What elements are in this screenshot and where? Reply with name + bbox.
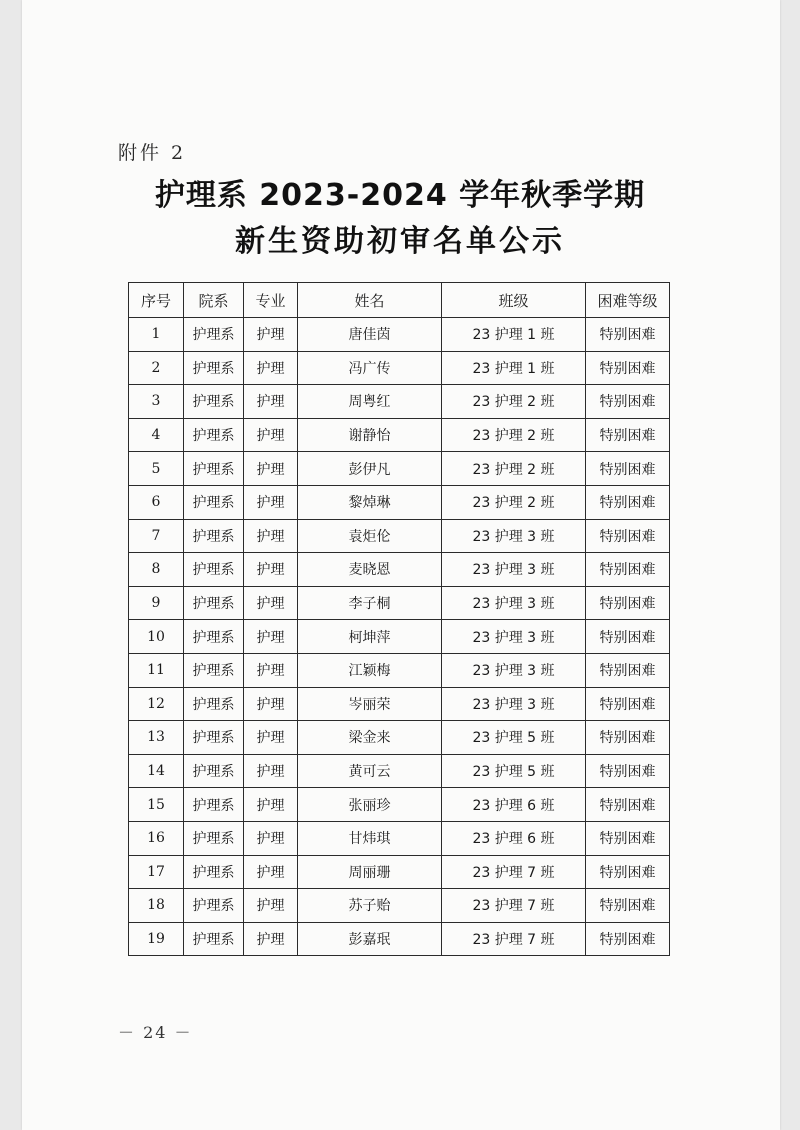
cell-index: 15 bbox=[129, 788, 184, 822]
cell-department: 护理系 bbox=[184, 821, 244, 855]
cell-major: 护理 bbox=[244, 519, 298, 553]
cell-name: 岑丽荣 bbox=[298, 687, 442, 721]
cell-department: 护理系 bbox=[184, 754, 244, 788]
cell-name: 周丽珊 bbox=[298, 855, 442, 889]
cell-major: 护理 bbox=[244, 821, 298, 855]
table-row bbox=[129, 922, 670, 956]
header-department: 院系 bbox=[184, 283, 244, 318]
cell-name: 谢静怡 bbox=[298, 418, 442, 452]
cell-name: 彭嘉珉 bbox=[298, 922, 442, 956]
page-number: － 24 － bbox=[118, 1023, 193, 1042]
cell-name: 黎焯琳 bbox=[298, 485, 442, 519]
cell-index: 6 bbox=[129, 485, 184, 519]
cell-department: 护理系 bbox=[184, 351, 244, 385]
cell-department: 护理系 bbox=[184, 318, 244, 352]
cell-index: 8 bbox=[129, 553, 184, 587]
cell-name: 甘炜琪 bbox=[298, 821, 442, 855]
table-row bbox=[129, 586, 670, 620]
table-row bbox=[129, 553, 670, 587]
cell-name: 唐佳茵 bbox=[298, 318, 442, 352]
cell-class: 23 护理 7 班 bbox=[442, 889, 586, 923]
cell-major: 护理 bbox=[244, 687, 298, 721]
cell-major: 护理 bbox=[244, 351, 298, 385]
cell-major: 护理 bbox=[244, 620, 298, 654]
table-row bbox=[129, 418, 670, 452]
cell-index: 3 bbox=[129, 385, 184, 419]
table-row bbox=[129, 721, 670, 755]
header-index: 序号 bbox=[129, 283, 184, 318]
cell-name: 周粤红 bbox=[298, 385, 442, 419]
document-title-line2: 新生资助初审名单公示 bbox=[235, 224, 565, 259]
attachment-label: 附件 2 bbox=[118, 142, 187, 164]
table-row bbox=[129, 754, 670, 788]
cell-name: 麦晓恩 bbox=[298, 553, 442, 587]
funding-list-table bbox=[128, 282, 670, 956]
cell-difficulty-level: 特别困难 bbox=[586, 653, 670, 687]
table-row bbox=[129, 889, 670, 923]
cell-difficulty-level: 特别困难 bbox=[586, 687, 670, 721]
cell-difficulty-level: 特别困难 bbox=[586, 318, 670, 352]
cell-class: 23 护理 1 班 bbox=[442, 351, 586, 385]
cell-index: 4 bbox=[129, 418, 184, 452]
cell-difficulty-level: 特别困难 bbox=[586, 721, 670, 755]
cell-name: 冯广传 bbox=[298, 351, 442, 385]
cell-index: 1 bbox=[129, 318, 184, 352]
cell-major: 护理 bbox=[244, 418, 298, 452]
cell-department: 护理系 bbox=[184, 687, 244, 721]
cell-difficulty-level: 特别困难 bbox=[586, 889, 670, 923]
header-name: 姓名 bbox=[298, 283, 442, 318]
table-row bbox=[129, 519, 670, 553]
cell-department: 护理系 bbox=[184, 553, 244, 587]
cell-class: 23 护理 3 班 bbox=[442, 620, 586, 654]
cell-difficulty-level: 特别困难 bbox=[586, 620, 670, 654]
table-row bbox=[129, 855, 670, 889]
cell-class: 23 护理 1 班 bbox=[442, 318, 586, 352]
table-row bbox=[129, 653, 670, 687]
cell-difficulty-level: 特别困难 bbox=[586, 586, 670, 620]
cell-class: 23 护理 7 班 bbox=[442, 855, 586, 889]
cell-name: 梁金来 bbox=[298, 721, 442, 755]
cell-name: 彭伊凡 bbox=[298, 452, 442, 486]
cell-index: 16 bbox=[129, 821, 184, 855]
cell-name: 柯坤萍 bbox=[298, 620, 442, 654]
cell-name: 苏子贻 bbox=[298, 889, 442, 923]
cell-department: 护理系 bbox=[184, 418, 244, 452]
cell-index: 9 bbox=[129, 586, 184, 620]
cell-difficulty-level: 特别困难 bbox=[586, 385, 670, 419]
cell-major: 护理 bbox=[244, 485, 298, 519]
cell-major: 护理 bbox=[244, 653, 298, 687]
cell-index: 10 bbox=[129, 620, 184, 654]
cell-name: 张丽珍 bbox=[298, 788, 442, 822]
cell-index: 17 bbox=[129, 855, 184, 889]
table-body bbox=[129, 318, 670, 956]
cell-index: 14 bbox=[129, 754, 184, 788]
cell-major: 护理 bbox=[244, 553, 298, 587]
cell-difficulty-level: 特别困难 bbox=[586, 855, 670, 889]
cell-difficulty-level: 特别困难 bbox=[586, 418, 670, 452]
cell-major: 护理 bbox=[244, 318, 298, 352]
cell-major: 护理 bbox=[244, 788, 298, 822]
cell-difficulty-level: 特别困难 bbox=[586, 485, 670, 519]
cell-class: 23 护理 6 班 bbox=[442, 821, 586, 855]
cell-class: 23 护理 7 班 bbox=[442, 922, 586, 956]
cell-class: 23 护理 3 班 bbox=[442, 653, 586, 687]
cell-difficulty-level: 特别困难 bbox=[586, 922, 670, 956]
cell-major: 护理 bbox=[244, 721, 298, 755]
cell-class: 23 护理 2 班 bbox=[442, 452, 586, 486]
cell-major: 护理 bbox=[244, 855, 298, 889]
cell-difficulty-level: 特别困难 bbox=[586, 788, 670, 822]
table-row bbox=[129, 788, 670, 822]
cell-difficulty-level: 特别困难 bbox=[586, 553, 670, 587]
cell-major: 护理 bbox=[244, 889, 298, 923]
cell-class: 23 护理 6 班 bbox=[442, 788, 586, 822]
cell-department: 护理系 bbox=[184, 385, 244, 419]
cell-department: 护理系 bbox=[184, 452, 244, 486]
cell-name: 李子桐 bbox=[298, 586, 442, 620]
table-row bbox=[129, 385, 670, 419]
cell-index: 18 bbox=[129, 889, 184, 923]
cell-department: 护理系 bbox=[184, 889, 244, 923]
table-row bbox=[129, 687, 670, 721]
table-row bbox=[129, 485, 670, 519]
cell-major: 护理 bbox=[244, 754, 298, 788]
table-header-row bbox=[129, 283, 670, 318]
cell-department: 护理系 bbox=[184, 788, 244, 822]
table-row bbox=[129, 351, 670, 385]
cell-name: 黄可云 bbox=[298, 754, 442, 788]
cell-class: 23 护理 5 班 bbox=[442, 754, 586, 788]
cell-class: 23 护理 2 班 bbox=[442, 485, 586, 519]
cell-department: 护理系 bbox=[184, 620, 244, 654]
table-row bbox=[129, 821, 670, 855]
cell-major: 护理 bbox=[244, 452, 298, 486]
cell-department: 护理系 bbox=[184, 586, 244, 620]
cell-class: 23 护理 3 班 bbox=[442, 586, 586, 620]
cell-difficulty-level: 特别困难 bbox=[586, 351, 670, 385]
header-major: 专业 bbox=[244, 283, 298, 318]
cell-index: 19 bbox=[129, 922, 184, 956]
cell-index: 5 bbox=[129, 452, 184, 486]
cell-department: 护理系 bbox=[184, 519, 244, 553]
cell-department: 护理系 bbox=[184, 721, 244, 755]
cell-department: 护理系 bbox=[184, 653, 244, 687]
cell-index: 13 bbox=[129, 721, 184, 755]
cell-department: 护理系 bbox=[184, 485, 244, 519]
cell-class: 23 护理 2 班 bbox=[442, 418, 586, 452]
cell-class: 23 护理 5 班 bbox=[442, 721, 586, 755]
table-row bbox=[129, 318, 670, 352]
cell-name: 江颖梅 bbox=[298, 653, 442, 687]
document-title-line1: 护理系 2023-2024 学年秋季学期 bbox=[154, 178, 646, 213]
cell-major: 护理 bbox=[244, 385, 298, 419]
cell-name: 袁炬伦 bbox=[298, 519, 442, 553]
cell-index: 2 bbox=[129, 351, 184, 385]
cell-difficulty-level: 特别困难 bbox=[586, 754, 670, 788]
header-class: 班级 bbox=[442, 283, 586, 318]
cell-index: 7 bbox=[129, 519, 184, 553]
header-difficulty-level: 困难等级 bbox=[586, 283, 670, 318]
cell-class: 23 护理 3 班 bbox=[442, 553, 586, 587]
cell-department: 护理系 bbox=[184, 855, 244, 889]
cell-difficulty-level: 特别困难 bbox=[586, 821, 670, 855]
cell-major: 护理 bbox=[244, 922, 298, 956]
cell-class: 23 护理 3 班 bbox=[442, 519, 586, 553]
cell-difficulty-level: 特别困难 bbox=[586, 452, 670, 486]
cell-class: 23 护理 2 班 bbox=[442, 385, 586, 419]
cell-index: 12 bbox=[129, 687, 184, 721]
cell-difficulty-level: 特别困难 bbox=[586, 519, 670, 553]
cell-index: 11 bbox=[129, 653, 184, 687]
cell-major: 护理 bbox=[244, 586, 298, 620]
table-row bbox=[129, 452, 670, 486]
cell-class: 23 护理 3 班 bbox=[442, 687, 586, 721]
table-row bbox=[129, 620, 670, 654]
cell-department: 护理系 bbox=[184, 922, 244, 956]
